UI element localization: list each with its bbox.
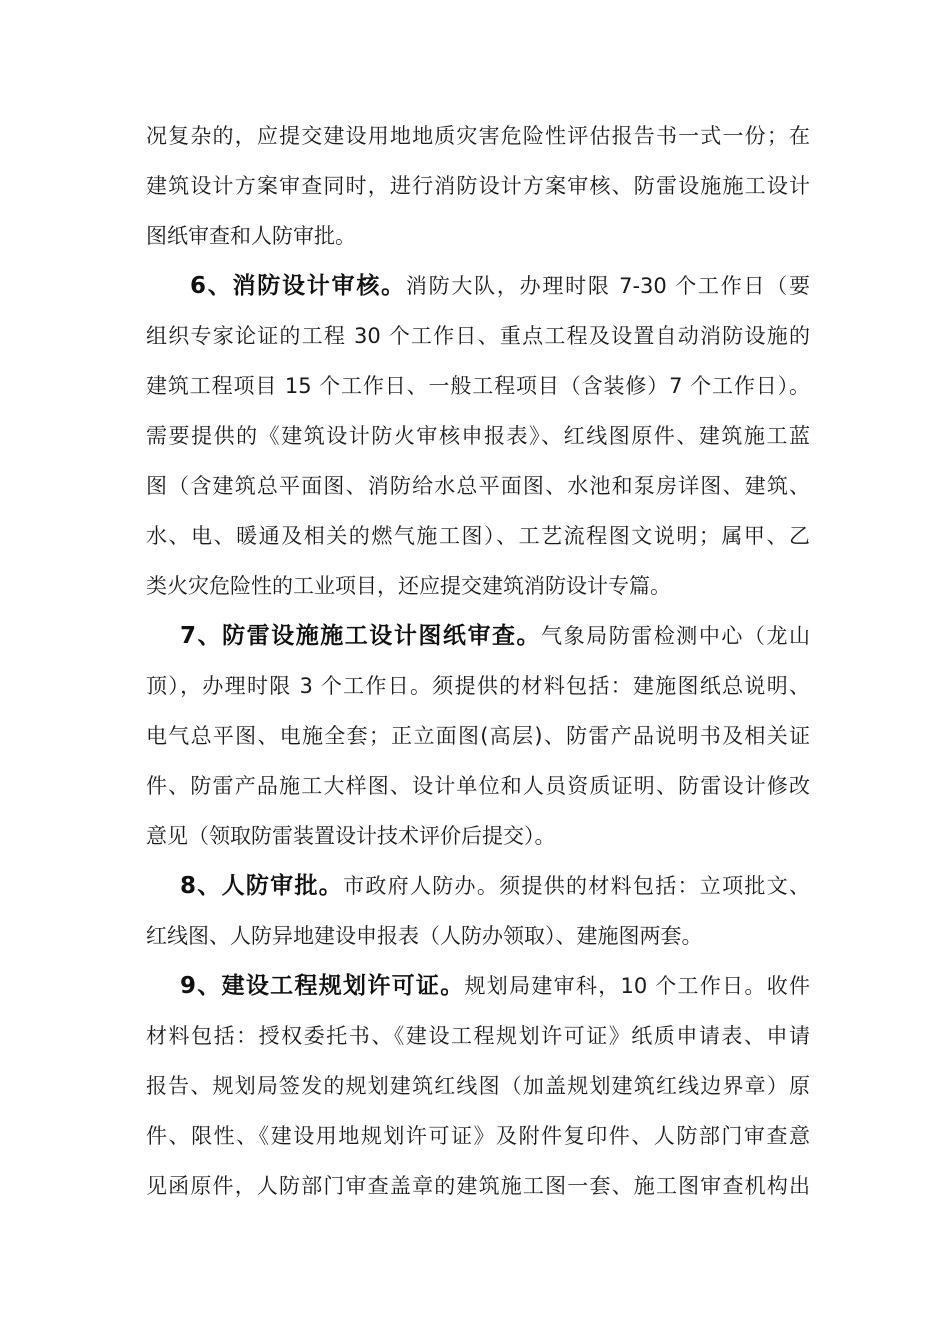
section-6-lead: 消防大队，办理时限 7-30 个工作日（要 (405, 274, 810, 298)
section-8-first-line (180, 866, 810, 906)
text-line: 电气总平图、电施全套；正立面图(高层)、防雷产品说明书及相关证 (146, 724, 810, 748)
section-9-first-line (180, 966, 810, 1006)
text-line: 组织专家论证的工程 30 个工作日、重点工程及设置自动消防设施的 (146, 324, 810, 348)
text-line: 类火灾危险性的工业项目，还应提交建筑消防设计专篇。 (146, 574, 671, 598)
text-line: 图（含建筑总平面图、消防给水总平面图、水池和泵房详图、建筑、 (146, 474, 810, 498)
section-6-heading: 6、消防设计审核。 (190, 273, 406, 299)
text-line: 况复杂的，应提交建设用地地质灾害危险性评估报告书一式一份；在 (146, 124, 810, 148)
text-line: 材料包括：授权委托书、《建设工程规划许可证》纸质申请表、申请 (146, 1024, 810, 1048)
text-line: 建筑设计方案审查同时，进行消防设计方案审核、防雷设施施工设计 (146, 174, 810, 198)
text-line: 件、限性、《建设用地规划许可证》及附件复印件、人防部门审查意 (146, 1124, 810, 1148)
section-9-heading: 9、建设工程规划许可证。 (180, 973, 465, 999)
text-line: 图纸审查和人防审批。 (146, 224, 356, 248)
section-9-lead: 规划局建审科，10 个工作日。收件 (464, 974, 810, 998)
text-line: 建筑工程项目 15 个工作日、一般工程项目（含装修）7 个工作日）。 (146, 374, 810, 398)
section-7-lead: 气象局防雷检测中心（龙山 (541, 624, 810, 648)
text-line: 需要提供的《建筑设计防火审核申报表》、红线图原件、建筑施工蓝 (146, 424, 810, 448)
text-line: 红线图、人防异地建设申报表（人防办领取）、建施图两套。 (146, 924, 703, 948)
text-line: 水、电、暖通及相关的燃气施工图）、工艺流程图文说明；属甲、乙 (146, 524, 810, 548)
text-line: 件、防雷产品施工大样图、设计单位和人员资质证明、防雷设计修改 (146, 774, 810, 798)
section-6-first-line (190, 266, 810, 306)
text-line: 报告、规划局签发的规划建筑红线图（加盖规划建筑红线边界章）原 (146, 1074, 810, 1098)
text-line: 见函原件，人防部门审查盖章的建筑施工图一套、施工图审查机构出 (146, 1174, 810, 1198)
section-7-first-line (180, 616, 810, 656)
section-8-heading: 8、人防审批。 (180, 873, 344, 899)
section-7-heading: 7、防雷设施施工设计图纸审查。 (180, 623, 542, 649)
text-line: 意见（领取防雷装置设计技术评价后提交）。 (146, 824, 556, 848)
text-line: 顶），办理时限 3 个工作日。须提供的材料包括：建施图纸总说明、 (146, 674, 810, 698)
section-8-lead: 市政府人防办。须提供的材料包括：立项批文、 (343, 874, 810, 898)
